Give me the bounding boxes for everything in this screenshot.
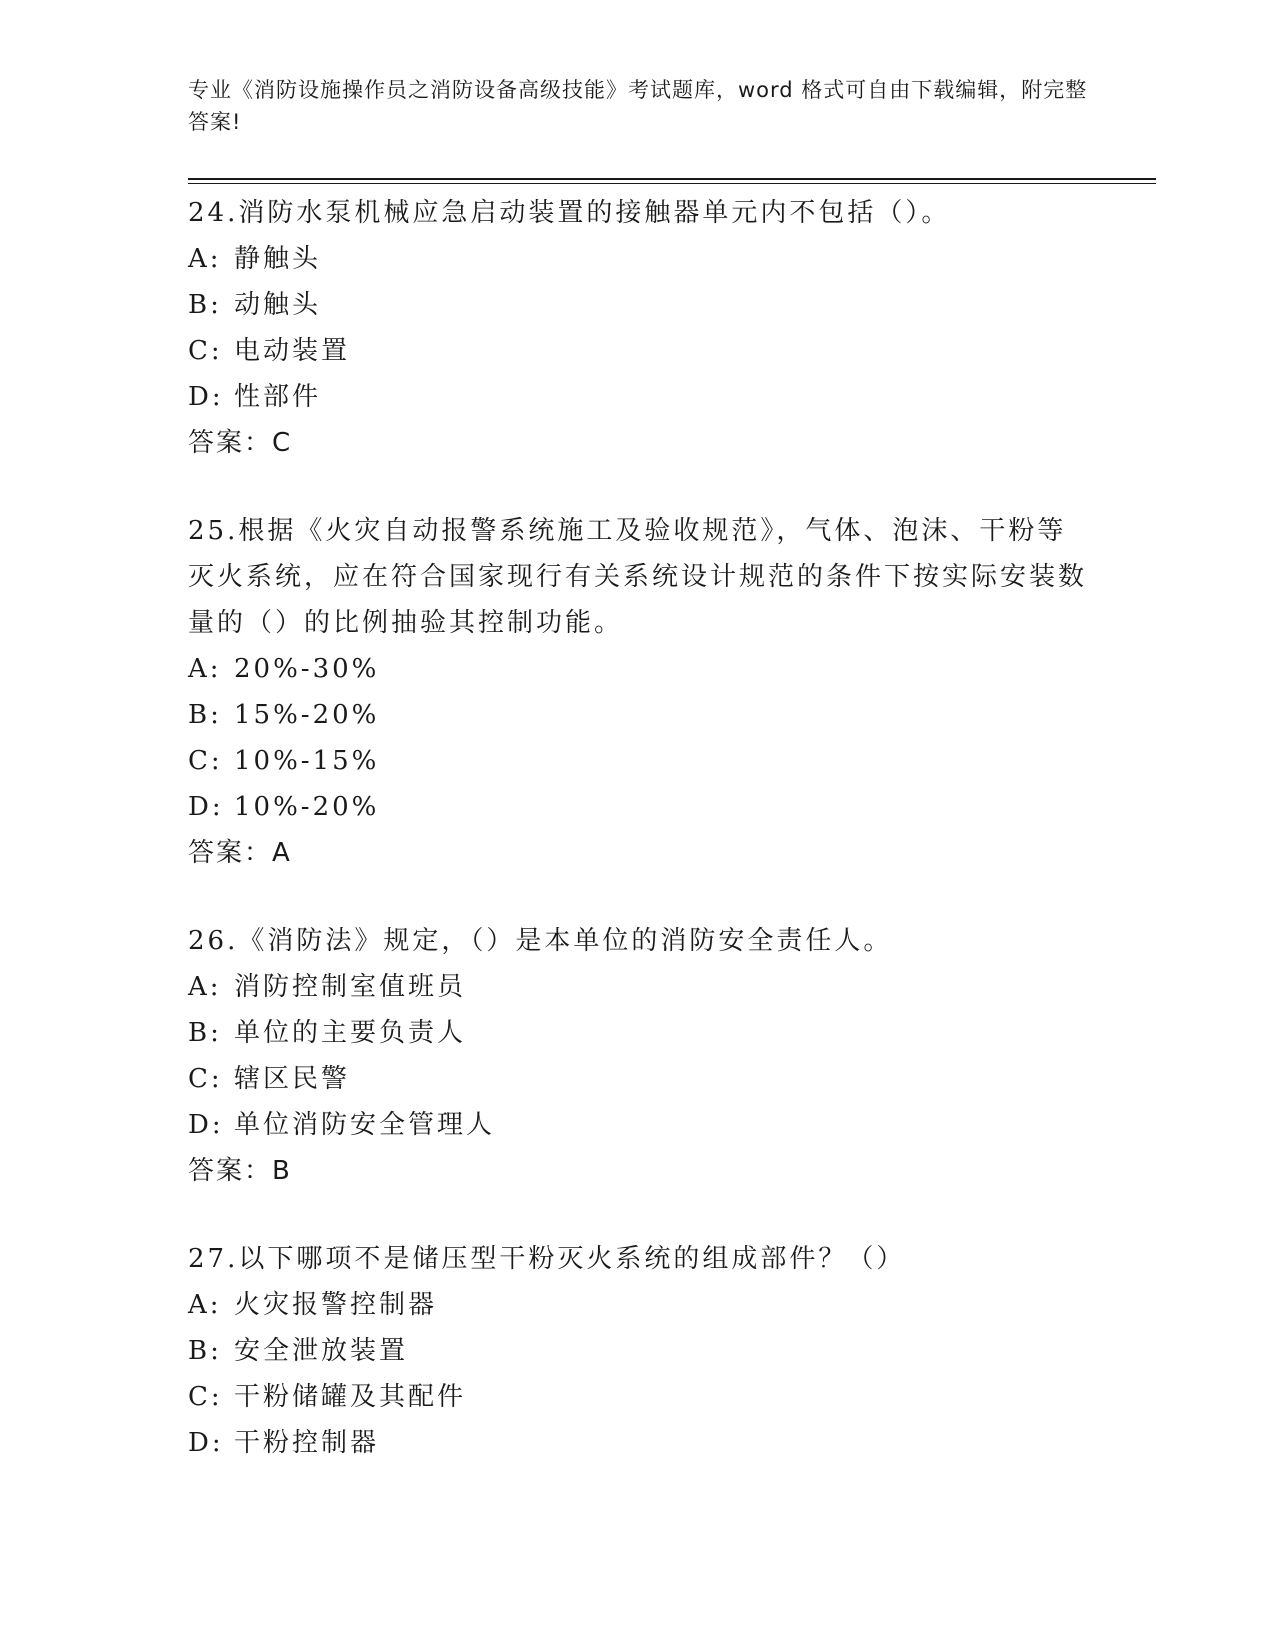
option-key: D: bbox=[188, 1428, 224, 1458]
option-text: 单位消防安全管理人 bbox=[234, 1110, 496, 1140]
option-text: 安全泄放装置 bbox=[234, 1336, 409, 1366]
option-b bbox=[188, 692, 1088, 738]
option-key: C: bbox=[188, 746, 223, 776]
option-key: B: bbox=[188, 700, 222, 730]
option-key: C: bbox=[188, 336, 223, 366]
option-text: 单位的主要负责人 bbox=[234, 1018, 467, 1048]
answer-label: 答案：C bbox=[188, 428, 293, 458]
option-c bbox=[188, 738, 1088, 784]
option-d bbox=[188, 1420, 1088, 1466]
option-key: A: bbox=[188, 972, 222, 1002]
option-key: D: bbox=[188, 792, 224, 822]
option-key: D: bbox=[188, 382, 224, 412]
option-text: 电动装置 bbox=[234, 336, 351, 366]
option-a bbox=[188, 646, 1088, 692]
answer-label: 答案：B bbox=[188, 1156, 292, 1186]
option-text: 火灾报警控制器 bbox=[234, 1290, 438, 1320]
header-divider-thin bbox=[188, 183, 1156, 184]
option-key: A: bbox=[188, 1290, 222, 1320]
option-key: C: bbox=[188, 1382, 223, 1412]
option-text: 动触头 bbox=[234, 290, 322, 320]
question-24 bbox=[188, 190, 1088, 466]
question-stem: 24.消防水泵机械应急启动装置的接触器单元内不包括（）。 bbox=[188, 198, 951, 228]
option-text: 10%-20% bbox=[234, 792, 380, 822]
header-divider-thick bbox=[188, 178, 1156, 180]
option-b bbox=[188, 1328, 1088, 1374]
option-text: 静触头 bbox=[234, 244, 322, 274]
option-d bbox=[188, 784, 1088, 830]
option-a bbox=[188, 236, 1088, 282]
option-text: 干粉控制器 bbox=[234, 1428, 380, 1458]
option-key: B: bbox=[188, 1018, 222, 1048]
document-header: 专业《消防设施操作员之消防设备高级技能》考试题库，word 格式可自由下载编辑，附完整答案! bbox=[188, 78, 1088, 134]
option-key: B: bbox=[188, 1336, 222, 1366]
option-c bbox=[188, 1056, 1088, 1102]
option-text: 性部件 bbox=[234, 382, 322, 412]
option-text: 20%-30% bbox=[234, 654, 380, 684]
question-stem: 26.《消防法》规定，（）是本单位的消防安全责任人。 bbox=[188, 926, 893, 956]
option-c bbox=[188, 1374, 1088, 1420]
option-d bbox=[188, 1102, 1088, 1148]
option-text: 干粉储罐及其配件 bbox=[234, 1382, 467, 1412]
question-stem: 27.以下哪项不是储压型干粉灭火系统的组成部件？（） bbox=[188, 1244, 906, 1274]
option-d bbox=[188, 374, 1088, 420]
option-key: B: bbox=[188, 290, 222, 320]
question-27 bbox=[188, 1236, 1088, 1466]
option-key: A: bbox=[188, 654, 222, 684]
option-c bbox=[188, 328, 1088, 374]
question-26 bbox=[188, 918, 1088, 1194]
answer-label: 答案：A bbox=[188, 838, 292, 868]
question-25 bbox=[188, 508, 1088, 876]
option-text: 辖区民警 bbox=[234, 1064, 351, 1094]
option-a bbox=[188, 964, 1088, 1010]
option-text: 消防控制室值班员 bbox=[234, 972, 467, 1002]
option-a bbox=[188, 1282, 1088, 1328]
option-key: A: bbox=[188, 244, 222, 274]
option-key: D: bbox=[188, 1110, 224, 1140]
question-stem: 25.根据《火灾自动报警系统施工及验收规范》，气体、泡沫、干粉等灭火系统，应在符合国家现行有关系统设计规范的条件下按实际安装数量的（）的比例抽验其控制功能。 bbox=[188, 516, 1088, 638]
option-text: 15%-20% bbox=[234, 700, 380, 730]
option-b bbox=[188, 282, 1088, 328]
option-b bbox=[188, 1010, 1088, 1056]
option-text: 10%-15% bbox=[234, 746, 380, 776]
option-key: C: bbox=[188, 1064, 223, 1094]
question-list bbox=[188, 190, 1088, 1508]
